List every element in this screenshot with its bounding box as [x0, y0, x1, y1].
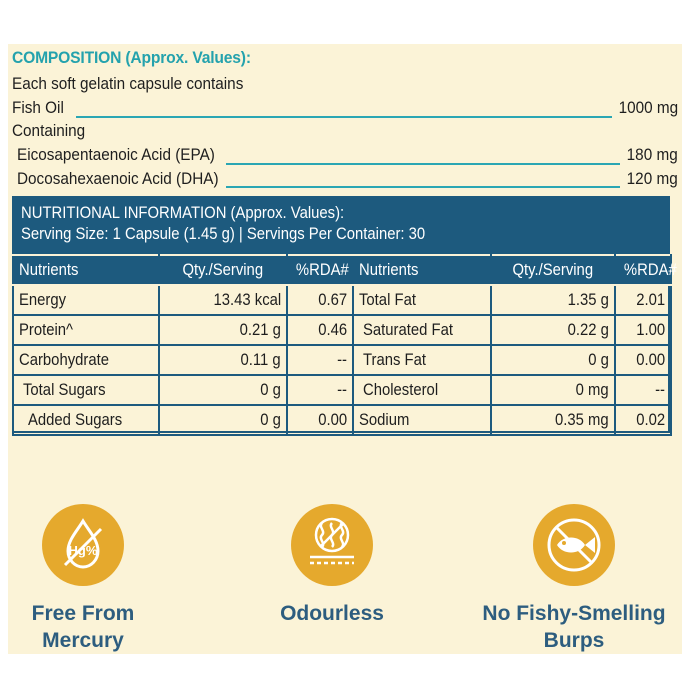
fish-oil-leader — [76, 116, 612, 118]
serving-info: Serving Size: 1 Capsule (1.45 g) | Servings Per Container: 30 — [21, 225, 426, 243]
nutrient-name: Trans Fat — [353, 345, 491, 375]
nutrient-qty: 0 g — [491, 345, 615, 375]
nutrient-qty: 0.11 g — [159, 345, 287, 375]
fish-oil-value: 1000 mg — [618, 98, 678, 117]
nutrient-name: Energy — [13, 285, 159, 315]
table-row — [353, 375, 671, 405]
nutrient-qty: 0.35 mg — [491, 405, 615, 435]
col-header-qty: Qty./Serving — [491, 255, 615, 285]
nutrient-name: Total Sugars — [13, 375, 159, 405]
nutrient-rda: -- — [615, 375, 671, 405]
table-header-row — [13, 255, 353, 285]
containing-label: Containing — [12, 121, 86, 140]
nutrient-name: Total Fat — [353, 285, 491, 315]
table-row — [353, 315, 671, 345]
nutrition-table-box — [12, 196, 677, 433]
table-row — [353, 405, 671, 435]
nutrient-name: Sodium — [353, 405, 491, 435]
table-row — [13, 405, 353, 435]
nutrient-qty: 0 g — [159, 375, 287, 405]
nutrient-rda: -- — [287, 345, 353, 375]
nutrition-header — [14, 198, 668, 254]
fish-oil-label: Fish Oil — [12, 98, 64, 117]
nutrient-rda: 0.67 — [287, 285, 353, 315]
nutrient-qty: 13.43 kcal — [159, 285, 287, 315]
nutrient-name: Cholesterol — [353, 375, 491, 405]
nutrient-qty: 0.21 g — [159, 315, 287, 345]
nutrient-rda: 0.00 — [615, 345, 671, 375]
nutrient-name: Saturated Fat — [353, 315, 491, 345]
feature-label-line1: Free From — [31, 602, 135, 625]
dha-label: Docosahexaenoic Acid (DHA) — [17, 169, 219, 188]
nutrient-qty: 1.35 g — [491, 285, 615, 315]
feature-label-line1: No Fishy-Smelling — [482, 602, 666, 625]
table-row — [13, 315, 353, 345]
svg-text:Hg%: Hg% — [68, 543, 98, 558]
feature-label-line2: Burps — [543, 629, 605, 652]
col-header-qty: Qty./Serving — [159, 255, 287, 285]
feature-odourless — [232, 504, 432, 627]
epa-value: 180 mg — [626, 145, 678, 164]
feature-label-line1: Odourless — [280, 602, 384, 625]
table-row — [353, 345, 671, 375]
nutrient-name: Added Sugars — [13, 405, 159, 435]
nutrient-rda: 0.00 — [287, 405, 353, 435]
col-header-nutrients: Nutrients — [353, 255, 491, 285]
dha-leader — [226, 186, 620, 188]
dha-value: 120 mg — [626, 169, 678, 188]
epa-leader — [226, 163, 620, 165]
nutrient-qty: 0 g — [159, 405, 287, 435]
table-row — [13, 345, 353, 375]
nutrient-qty: 0.22 g — [491, 315, 615, 345]
nutrient-name: Protein^ — [13, 315, 159, 345]
nutrient-name: Carbohydrate — [13, 345, 159, 375]
nutrition-table-left — [12, 254, 354, 436]
feature-no-fishy-burps — [474, 504, 674, 654]
nutrient-rda: 0.02 — [615, 405, 671, 435]
no-fish-icon — [533, 504, 615, 586]
nutrient-rda: -- — [287, 375, 353, 405]
table-row — [353, 285, 671, 315]
nutrient-qty: 0 mg — [491, 375, 615, 405]
nutrient-rda: 1.00 — [615, 315, 671, 345]
nutrition-title: NUTRITIONAL INFORMATION (Approx. Values): — [21, 204, 345, 222]
feature-mercury-free — [0, 504, 183, 654]
composition-intro: Each soft gelatin capsule contains — [12, 74, 244, 93]
table-row — [13, 375, 353, 405]
mercury-free-icon — [42, 504, 124, 586]
feature-label-line2: Mercury — [42, 629, 124, 652]
nutrition-table-right — [352, 254, 677, 436]
col-header-rda: %RDA# — [287, 255, 353, 285]
col-header-nutrients: Nutrients — [13, 255, 159, 285]
table-row — [13, 285, 353, 315]
odourless-icon — [291, 504, 373, 586]
nutrient-rda: 2.01 — [615, 285, 671, 315]
composition-title: COMPOSITION (Approx. Values): — [12, 48, 251, 67]
nutrient-rda: 0.46 — [287, 315, 353, 345]
col-header-rda: %RDA# — [615, 255, 671, 285]
table-header-row — [353, 255, 671, 285]
epa-label: Eicosapentaenoic Acid (EPA) — [17, 145, 215, 164]
